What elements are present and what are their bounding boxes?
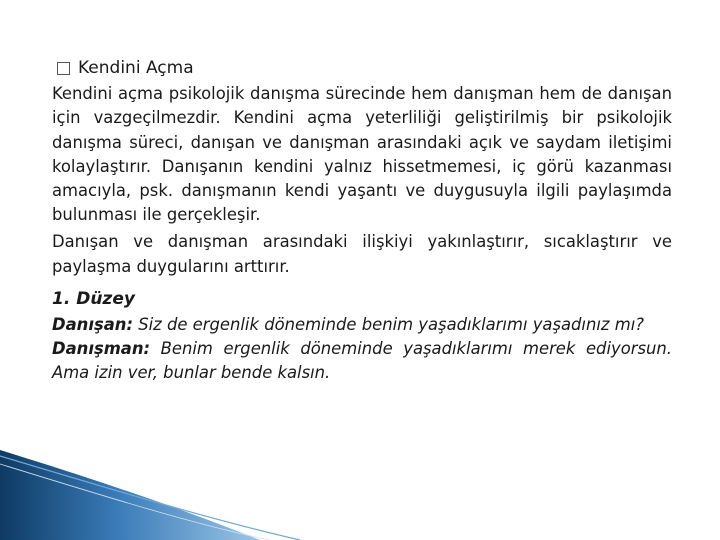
dialogue-line: [52, 313, 672, 337]
dialogue-text: Siz de ergenlik döneminde benim yaşadıklarımı yaşadınız mı?: [133, 314, 644, 334]
dialogue-text: Benim ergenlik döneminde yaşadıklarımı merek ediyorsun. Ama izin ver, bunlar bende kalsın.: [52, 339, 672, 383]
body-paragraph-2: Danışan ve danışman arasındaki ilişkiyi yakınlaştırır, sıcaklaştırır ve paylaşma duygularını arttırır.: [52, 232, 672, 276]
dialogue-line: [52, 337, 672, 385]
dialogue-block: [52, 285, 672, 386]
speaker-label: Danışan:: [52, 314, 133, 334]
square-bullet-icon: [57, 62, 70, 75]
dialogue-level-title: 1. Düzey: [52, 288, 135, 309]
section-heading: [52, 56, 672, 80]
body-paragraph-1: Kendini açma psikolojik danışma sürecinde hem danışman hem de danışan için vazgeçilmezdir. Kendini açma yeterliliği geliştirilmiş bir psikolojik danışma süreci, danışan ve danışman arasındaki açık ve saydam iletişimi kolaylaştırır. Danışanın kendini yalnız hissetmemesi, iç görü kazanması amacıyla, psk. danışmanın kendi yaşantı ve duygusuyla ilgili paylaşımda bulunması ile gerçekleşir.: [52, 84, 672, 225]
slide-content: [52, 56, 672, 385]
section-title: Kendini Açma: [78, 58, 194, 78]
speaker-label: Danışman:: [52, 339, 151, 359]
decorative-wave: [0, 450, 720, 540]
